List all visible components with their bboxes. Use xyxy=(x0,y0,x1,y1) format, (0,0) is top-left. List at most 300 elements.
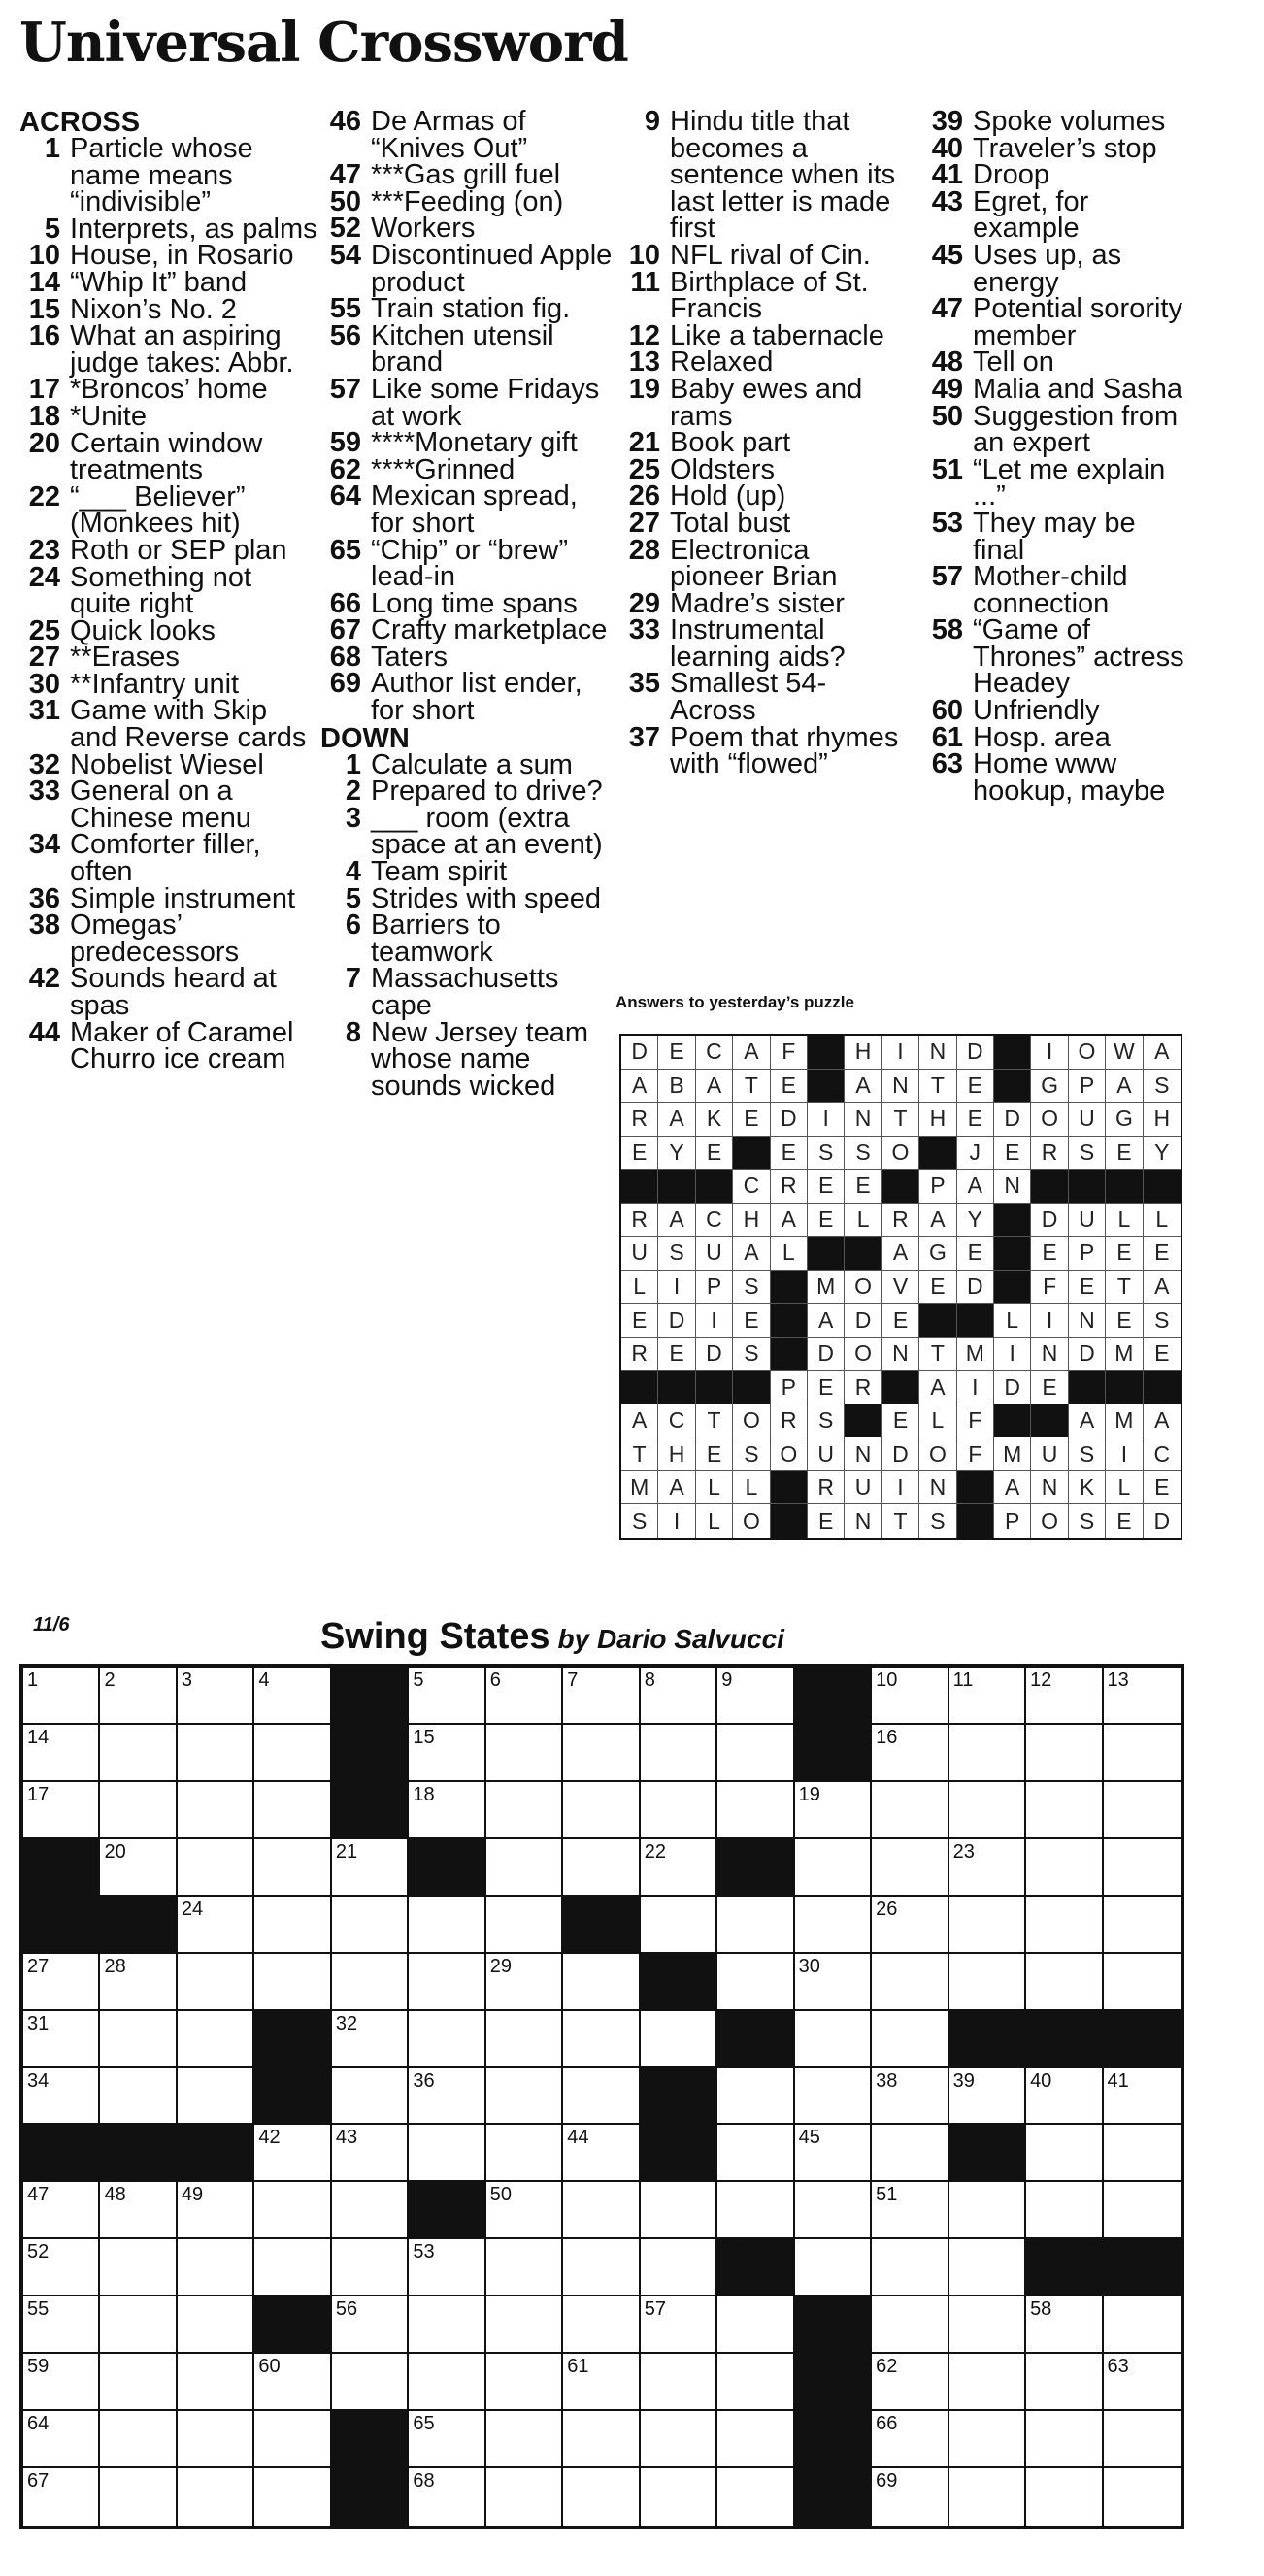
grid-cell[interactable] xyxy=(23,2468,100,2526)
grid-cell[interactable] xyxy=(486,1897,563,1954)
grid-cell[interactable] xyxy=(23,2354,100,2411)
grid-cell[interactable] xyxy=(1104,1954,1181,2011)
grid-cell[interactable] xyxy=(409,2411,485,2468)
grid-cell[interactable] xyxy=(486,2182,563,2239)
grid-cell[interactable] xyxy=(949,2296,1026,2354)
clue-text: Nobelist Wiesel xyxy=(70,748,264,780)
cell-number: 18 xyxy=(413,1783,435,1805)
answer-black-cell xyxy=(1031,1170,1068,1204)
grid-cell[interactable] xyxy=(178,2182,254,2239)
answer-cell: H xyxy=(919,1103,956,1137)
grid-cell[interactable] xyxy=(949,2182,1026,2239)
answer-cell: Y xyxy=(957,1204,994,1238)
grid-cell[interactable] xyxy=(409,2011,485,2068)
clue-number: 48 xyxy=(931,347,963,379)
clue-number: 11 xyxy=(630,266,660,298)
answer-cell: E xyxy=(957,1070,994,1104)
grid-cell[interactable] xyxy=(717,2125,794,2182)
grid-cell[interactable] xyxy=(949,2468,1026,2526)
grid-cell[interactable] xyxy=(949,1897,1026,1954)
answer-black-cell xyxy=(733,1371,770,1404)
grid-cell[interactable] xyxy=(641,1839,717,1897)
cell-number: 63 xyxy=(1107,2356,1129,2378)
cell-number: 23 xyxy=(952,1840,975,1863)
cell-number: 1 xyxy=(27,1669,39,1691)
grid-cell[interactable] xyxy=(949,1839,1026,1897)
grid-cell[interactable] xyxy=(23,2296,100,2354)
grid-cell[interactable] xyxy=(254,2468,331,2526)
grid-cell[interactable] xyxy=(717,1725,794,1782)
grid-cell[interactable] xyxy=(100,1839,177,1897)
grid-cell[interactable] xyxy=(949,1725,1026,1782)
answer-cell: E xyxy=(658,1338,695,1371)
answer-cell: E xyxy=(882,1404,919,1438)
grid-cell[interactable] xyxy=(23,2068,100,2126)
clue-number: 33 xyxy=(28,776,60,808)
answer-cell: O xyxy=(1031,1103,1068,1137)
grid-cell[interactable] xyxy=(1104,2296,1181,2354)
grid-cell[interactable] xyxy=(795,1839,872,1897)
grid-cell[interactable] xyxy=(254,1839,331,1897)
answer-cell: J xyxy=(957,1137,994,1171)
grid-cell[interactable] xyxy=(717,2468,794,2526)
grid-cell[interactable] xyxy=(563,2125,640,2182)
answer-cell: E xyxy=(1106,1304,1143,1338)
grid-cell[interactable] xyxy=(178,1725,254,1782)
black-square xyxy=(1104,2011,1181,2068)
clue-number: 31 xyxy=(28,695,60,727)
cell-number: 65 xyxy=(413,2413,435,2435)
grid-cell[interactable] xyxy=(872,2296,948,2354)
grid-cell[interactable] xyxy=(717,2068,794,2126)
grid-cell[interactable] xyxy=(23,2239,100,2296)
black-square xyxy=(332,1668,409,1725)
across-clue xyxy=(19,963,318,1021)
grid-cell[interactable] xyxy=(641,2011,717,2068)
grid-cell[interactable] xyxy=(872,2468,948,2526)
cell-number: 32 xyxy=(335,2012,358,2034)
grid-cell[interactable] xyxy=(872,2411,948,2468)
clue-number: 34 xyxy=(28,829,60,861)
grid-cell[interactable] xyxy=(563,2468,640,2526)
grid-cell[interactable] xyxy=(178,2068,254,2126)
grid-cell[interactable] xyxy=(409,2125,485,2182)
grid-cell[interactable] xyxy=(949,2068,1026,2126)
grid-cell[interactable] xyxy=(486,2239,563,2296)
black-square xyxy=(641,1954,717,2011)
grid-cell[interactable] xyxy=(872,2068,948,2126)
grid-cell[interactable] xyxy=(254,1782,331,1839)
grid-cell[interactable] xyxy=(1104,2182,1181,2239)
grid-cell[interactable] xyxy=(1104,2125,1181,2182)
cell-number: 25 xyxy=(567,1898,589,1920)
puzzle-date: 11/6 xyxy=(33,1614,70,1635)
grid-cell[interactable] xyxy=(1026,1839,1103,1897)
down-clue xyxy=(619,427,911,459)
grid-cell[interactable] xyxy=(872,1668,948,1725)
black-square xyxy=(949,2011,1026,2068)
grid-cell[interactable] xyxy=(254,2354,331,2411)
black-square xyxy=(795,2411,872,2468)
grid-cell[interactable] xyxy=(254,1725,331,1782)
grid-cell[interactable] xyxy=(563,2068,640,2126)
grid-cell[interactable] xyxy=(23,1725,100,1782)
clue-number: 60 xyxy=(931,695,963,727)
grid-cell[interactable] xyxy=(1026,1782,1103,1839)
grid-cell[interactable] xyxy=(409,1725,485,1782)
grid-cell[interactable] xyxy=(23,2011,100,2068)
clue-text: Quick looks xyxy=(70,614,216,646)
down-clue xyxy=(320,909,616,968)
grid-cell[interactable] xyxy=(100,2068,177,2126)
grid-cell[interactable] xyxy=(1026,2468,1103,2526)
clue-text: House, in Rosario xyxy=(70,240,294,272)
grid-cell[interactable] xyxy=(1104,2354,1181,2411)
answer-cell: O xyxy=(882,1137,919,1171)
answer-black-cell xyxy=(696,1371,733,1404)
grid-cell[interactable] xyxy=(178,2011,254,2068)
grid-cell[interactable] xyxy=(1104,1668,1181,1725)
grid-cell[interactable] xyxy=(254,1897,331,1954)
grid-cell[interactable] xyxy=(178,2354,254,2411)
grid-cell[interactable] xyxy=(409,2296,485,2354)
grid-cell[interactable] xyxy=(1104,1725,1181,1782)
cell-number: 58 xyxy=(1030,2298,1052,2321)
grid-cell[interactable] xyxy=(486,1839,563,1897)
grid-cell[interactable] xyxy=(332,2239,409,2296)
grid-cell[interactable] xyxy=(641,1668,717,1725)
grid-cell[interactable] xyxy=(641,2468,717,2526)
cell-number: 54 xyxy=(721,2241,744,2263)
answer-cell: T xyxy=(882,1103,919,1137)
across-clue xyxy=(19,644,318,672)
clue-text: Discontinued Apple product xyxy=(371,239,613,298)
grid-cell[interactable] xyxy=(486,2125,563,2182)
grid-cell[interactable] xyxy=(872,1782,948,1839)
black-square xyxy=(641,2125,717,2182)
grid-cell[interactable] xyxy=(332,2182,409,2239)
answer-cell: A xyxy=(621,1404,658,1438)
grid-cell[interactable] xyxy=(332,1897,409,1954)
grid-cell[interactable] xyxy=(178,1668,254,1725)
grid-cell[interactable] xyxy=(1104,1897,1181,1954)
grid-cell[interactable] xyxy=(1026,2354,1103,2411)
grid-cell[interactable] xyxy=(563,2011,640,2068)
clue-text: Comforter filler, often xyxy=(70,829,261,888)
grid-cell[interactable] xyxy=(641,2182,717,2239)
cell-number: 56 xyxy=(335,2298,358,2321)
grid-cell[interactable] xyxy=(100,2411,177,2468)
grid-cell[interactable] xyxy=(872,2239,948,2296)
grid-cell[interactable] xyxy=(332,1839,409,1897)
answer-cell: E xyxy=(957,1237,994,1271)
grid-cell[interactable] xyxy=(563,1725,640,1782)
grid-cell[interactable] xyxy=(178,2411,254,2468)
grid-cell[interactable] xyxy=(100,1668,177,1725)
clue-text: Uses up, as energy xyxy=(973,239,1122,298)
clue-text: Potential sorority member xyxy=(973,293,1182,351)
grid-cell[interactable] xyxy=(332,1954,409,2011)
grid-cell[interactable] xyxy=(1026,1668,1103,1725)
answer-cell: L xyxy=(696,1471,733,1505)
clue-number: 52 xyxy=(329,213,361,245)
grid-cell[interactable] xyxy=(178,2468,254,2526)
grid-cell[interactable] xyxy=(23,2182,100,2239)
grid-cell[interactable] xyxy=(178,1782,254,1839)
black-square xyxy=(332,2411,409,2468)
grid-cell[interactable] xyxy=(563,1782,640,1839)
clue-text: “Let me explain ...” xyxy=(973,453,1166,512)
grid-cell[interactable] xyxy=(563,2182,640,2239)
across-clue xyxy=(19,480,318,540)
grid-cell[interactable] xyxy=(563,2354,640,2411)
grid-cell[interactable] xyxy=(100,2182,177,2239)
cell-number: 48 xyxy=(104,2184,126,2206)
grid-cell[interactable] xyxy=(486,2354,563,2411)
answer-cell: G xyxy=(1031,1070,1068,1104)
grid-cell[interactable] xyxy=(332,2068,409,2126)
grid-cell[interactable] xyxy=(563,1954,640,2011)
grid-cell[interactable] xyxy=(486,1782,563,1839)
answer-cell: S xyxy=(733,1271,770,1305)
grid-cell[interactable] xyxy=(1026,2068,1103,2126)
grid-cell[interactable] xyxy=(641,2296,717,2354)
grid-cell[interactable] xyxy=(178,1897,254,1954)
grid-cell[interactable] xyxy=(1104,1782,1181,1839)
answer-black-cell xyxy=(1144,1371,1181,1404)
answer-cell: U xyxy=(845,1471,881,1505)
answer-black-cell xyxy=(957,1304,994,1338)
grid-cell[interactable] xyxy=(1026,1954,1103,2011)
grid-cell[interactable] xyxy=(1026,1897,1103,1954)
grid-cell[interactable] xyxy=(795,1782,872,1839)
cell-number: 42 xyxy=(258,2127,281,2149)
grid-cell[interactable] xyxy=(254,2411,331,2468)
answer-cell: M xyxy=(621,1471,658,1505)
grid-cell[interactable] xyxy=(1026,2125,1103,2182)
clue-text: Malia and Sasha xyxy=(973,373,1183,405)
answer-cell: O xyxy=(845,1271,881,1305)
grid-cell[interactable] xyxy=(717,2296,794,2354)
grid-cell[interactable] xyxy=(872,1725,948,1782)
grid-cell[interactable] xyxy=(23,1782,100,1839)
answer-cell: A xyxy=(621,1070,658,1104)
grid-cell[interactable] xyxy=(872,1897,948,1954)
grid-cell[interactable] xyxy=(641,1782,717,1839)
answer-black-cell xyxy=(1031,1404,1068,1438)
clue-number: 17 xyxy=(28,374,60,406)
grid-cell[interactable] xyxy=(254,2182,331,2239)
grid-cell[interactable] xyxy=(100,1725,177,1782)
clue-text: Madre’s sister xyxy=(670,587,845,619)
grid-cell[interactable] xyxy=(872,2182,948,2239)
cell-number: 27 xyxy=(27,1955,50,1977)
clue-text: Egret, for example xyxy=(973,185,1089,245)
grid-cell[interactable] xyxy=(100,2011,177,2068)
grid-cell[interactable] xyxy=(254,2239,331,2296)
grid-cell[interactable] xyxy=(178,1839,254,1897)
grid-cell[interactable] xyxy=(717,1668,794,1725)
grid-cell[interactable] xyxy=(486,1954,563,2011)
grid-cell[interactable] xyxy=(332,2296,409,2354)
grid-cell[interactable] xyxy=(872,2125,948,2182)
grid-cell[interactable] xyxy=(717,2354,794,2411)
grid-cell[interactable] xyxy=(1104,2411,1181,2468)
grid-cell[interactable] xyxy=(486,2411,563,2468)
clue-text: Hindu title that becomes a sentence when its last letter is made first xyxy=(670,106,896,245)
clue-text: **Erases xyxy=(70,642,180,674)
cell-number: 12 xyxy=(1030,1669,1052,1691)
grid-cell[interactable] xyxy=(717,1897,794,1954)
down-clue xyxy=(619,668,911,727)
grid-cell[interactable] xyxy=(1104,2068,1181,2126)
grid-cell[interactable] xyxy=(409,1954,485,2011)
grid-cell[interactable] xyxy=(717,2411,794,2468)
grid-cell[interactable] xyxy=(1026,2182,1103,2239)
grid-cell[interactable] xyxy=(795,2011,872,2068)
grid-cell[interactable] xyxy=(486,2068,563,2126)
grid-cell[interactable] xyxy=(1026,2296,1103,2354)
grid-cell[interactable] xyxy=(409,1897,485,1954)
grid-cell[interactable] xyxy=(872,2354,948,2411)
grid-cell[interactable] xyxy=(1104,1839,1181,1897)
grid-cell[interactable] xyxy=(332,2354,409,2411)
grid-cell[interactable] xyxy=(641,2354,717,2411)
cell-number: 14 xyxy=(27,1726,50,1748)
grid-cell[interactable] xyxy=(332,2125,409,2182)
grid-cell[interactable] xyxy=(409,2239,485,2296)
clue-text: Author list ender, for short xyxy=(371,668,582,727)
puzzle-title xyxy=(320,1616,784,1658)
grid-cell[interactable] xyxy=(949,1954,1026,2011)
grid-cell[interactable] xyxy=(409,1668,485,1725)
grid-cell[interactable] xyxy=(795,2182,872,2239)
grid-cell[interactable] xyxy=(795,1897,872,1954)
grid-cell[interactable] xyxy=(486,1725,563,1782)
grid-cell[interactable] xyxy=(641,1725,717,1782)
grid-cell[interactable] xyxy=(949,2411,1026,2468)
grid-cell[interactable] xyxy=(641,2411,717,2468)
grid-cell[interactable] xyxy=(563,1839,640,1897)
grid-cell[interactable] xyxy=(100,1954,177,2011)
cell-number: 45 xyxy=(798,2127,820,2149)
grid-cell[interactable] xyxy=(641,1897,717,1954)
grid-cell[interactable] xyxy=(178,1954,254,2011)
grid-cell[interactable] xyxy=(717,1954,794,2011)
answer-cell: E xyxy=(919,1271,956,1305)
grid-cell[interactable] xyxy=(872,2011,948,2068)
clue-text: Crafty marketplace xyxy=(371,614,608,646)
answer-cell: G xyxy=(1106,1103,1143,1137)
grid-cell[interactable] xyxy=(1026,1725,1103,1782)
answer-cell: H xyxy=(1144,1103,1181,1137)
answer-cell: O xyxy=(1031,1504,1068,1538)
grid-cell[interactable] xyxy=(795,1954,872,2011)
answer-black-cell xyxy=(994,1070,1031,1104)
grid-cell[interactable] xyxy=(795,2068,872,2126)
answer-cell: E xyxy=(808,1204,845,1238)
grid-cell[interactable] xyxy=(23,2411,100,2468)
grid-cell[interactable] xyxy=(100,2239,177,2296)
grid-cell[interactable] xyxy=(486,2468,563,2526)
cell-number: 20 xyxy=(104,1840,126,1863)
answer-cell: G xyxy=(919,1237,956,1271)
grid-cell[interactable] xyxy=(486,2011,563,2068)
grid-cell[interactable] xyxy=(409,1782,485,1839)
grid-cell[interactable] xyxy=(254,2125,331,2182)
grid-cell[interactable] xyxy=(254,1954,331,2011)
down-clue xyxy=(619,106,911,245)
grid-cell[interactable] xyxy=(23,1954,100,2011)
down-clue xyxy=(619,587,911,619)
answer-cell: E xyxy=(621,1304,658,1338)
cell-number: 40 xyxy=(1030,2069,1052,2092)
clue-text: *Unite xyxy=(70,400,147,432)
grid-cell[interactable] xyxy=(486,2296,563,2354)
grid-cell[interactable] xyxy=(100,1782,177,1839)
cell-number: 62 xyxy=(876,2356,898,2378)
answer-cell: B xyxy=(658,1070,695,1104)
grid-cell[interactable] xyxy=(100,2468,177,2526)
cell-number: 46 xyxy=(952,2127,975,2149)
grid-cell[interactable] xyxy=(949,1782,1026,1839)
grid-cell[interactable] xyxy=(872,1954,948,2011)
grid-cell[interactable] xyxy=(23,1668,100,1725)
grid-cell[interactable] xyxy=(795,2239,872,2296)
grid-cell[interactable] xyxy=(563,2239,640,2296)
grid-cell[interactable] xyxy=(717,1782,794,1839)
grid-cell[interactable] xyxy=(949,2354,1026,2411)
grid-cell[interactable] xyxy=(949,1668,1026,1725)
black-square xyxy=(563,1897,640,1954)
grid-cell[interactable] xyxy=(949,2239,1026,2296)
answer-cell: E xyxy=(808,1504,845,1538)
grid-cell[interactable] xyxy=(1104,2468,1181,2526)
grid-cell[interactable] xyxy=(178,2296,254,2354)
answer-cell: O xyxy=(733,1504,770,1538)
grid-cell[interactable] xyxy=(1026,2411,1103,2468)
grid-cell[interactable] xyxy=(563,2411,640,2468)
grid-cell[interactable] xyxy=(563,2296,640,2354)
grid-cell[interactable] xyxy=(717,2182,794,2239)
grid-cell[interactable] xyxy=(100,2354,177,2411)
clue-number: 37 xyxy=(628,721,660,753)
answer-black-cell xyxy=(1106,1170,1143,1204)
black-square xyxy=(795,1668,872,1725)
clue-number: 64 xyxy=(329,480,361,512)
down-clue xyxy=(619,614,911,673)
black-square xyxy=(23,1839,100,1897)
grid-cell[interactable] xyxy=(486,1668,563,1725)
grid-cell[interactable] xyxy=(254,1668,331,1725)
grid-cell[interactable] xyxy=(332,2011,409,2068)
grid-cell[interactable] xyxy=(872,1839,948,1897)
answer-cell: I xyxy=(696,1304,733,1338)
grid-cell[interactable] xyxy=(795,2125,872,2182)
answer-cell: A xyxy=(733,1036,770,1070)
grid-cell[interactable] xyxy=(409,2468,485,2526)
cell-number: 28 xyxy=(104,1955,126,1977)
grid-cell[interactable] xyxy=(641,2239,717,2296)
grid-cell[interactable] xyxy=(409,2354,485,2411)
grid-cell[interactable] xyxy=(409,2068,485,2126)
grid-cell[interactable] xyxy=(100,2296,177,2354)
grid-cell[interactable] xyxy=(563,1668,640,1725)
answer-cell: S xyxy=(919,1504,956,1538)
grid-cell[interactable] xyxy=(178,2239,254,2296)
clue-text: Maker of Caramel Churro ice cream xyxy=(70,1016,294,1075)
answer-black-cell xyxy=(957,1504,994,1538)
